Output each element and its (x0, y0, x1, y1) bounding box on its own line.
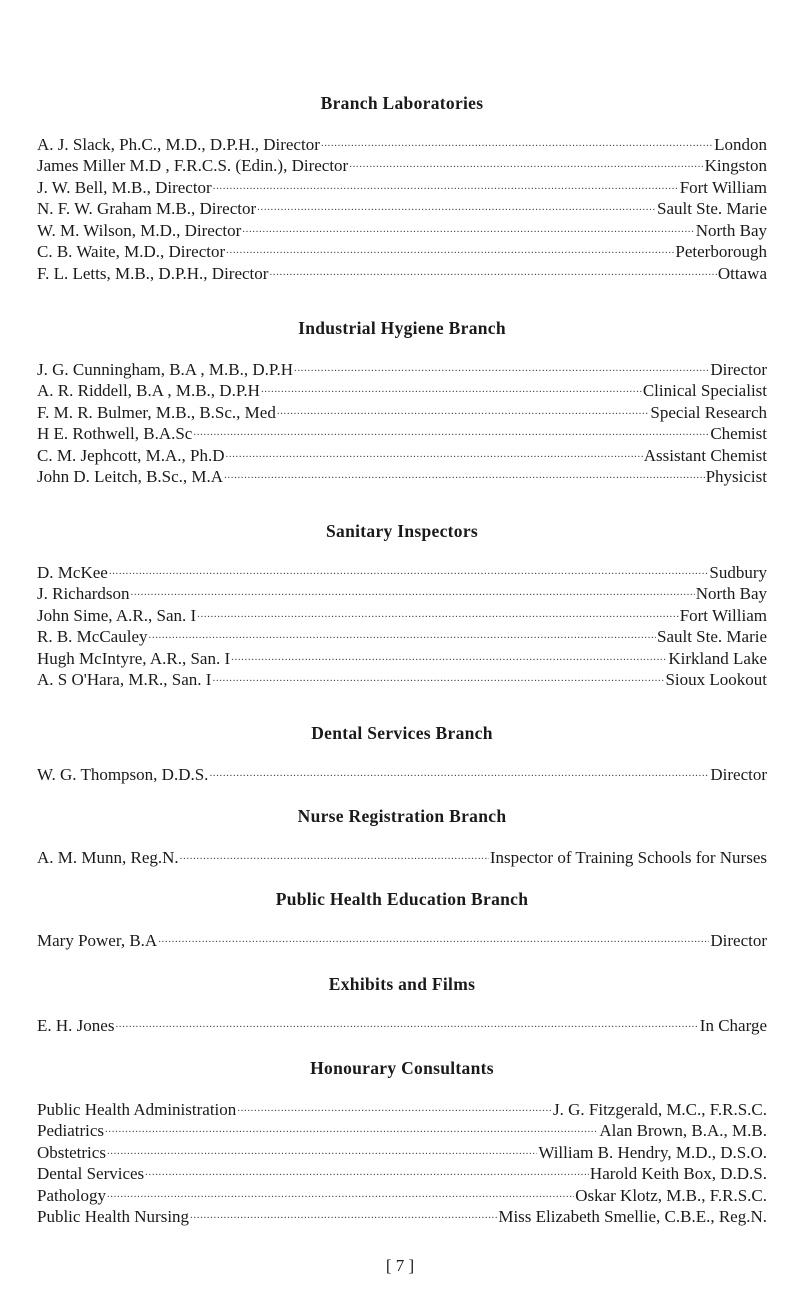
dot-leader (349, 150, 703, 172)
entry-name: C. B. Waite, M.D., Director (37, 242, 226, 261)
section-industrial-hygiene (37, 317, 767, 486)
dot-leader (257, 193, 656, 215)
section-sanitary-inspectors (37, 520, 767, 689)
entry-name: Hugh McIntyre, A.R., San. I (37, 648, 231, 668)
dot-leader (190, 1201, 497, 1223)
section-heading: Nurse Registration Branch (297, 806, 507, 826)
entry-value: Ottawa (717, 263, 767, 283)
entry-value: Sioux Lookout (665, 670, 767, 689)
entry-value: Peterborough (675, 242, 767, 261)
entry-name: W. M. Wilson, M.D., Director (37, 220, 242, 240)
dot-leader (145, 1158, 589, 1180)
entry-name: F. L. Letts, M.B., D.P.H., Director (37, 263, 269, 283)
section-honourary-consultants (37, 1057, 767, 1226)
list-item (37, 758, 767, 784)
entry-value: Kingston (704, 156, 767, 175)
dot-leader (237, 1093, 552, 1115)
list-item (37, 599, 767, 625)
dot-leader (213, 171, 679, 193)
section-heading: Dental Services Branch (311, 723, 493, 743)
section-exhibits-and-films (37, 973, 767, 1035)
section-heading: Branch Laboratories (320, 93, 484, 113)
entry-name: N. F. W. Graham M.B., Director (37, 199, 257, 218)
entry-value: Sault Ste. Marie (656, 627, 767, 646)
entry-name: A. J. Slack, Ph.C., M.D., D.P.H., Director (37, 134, 320, 154)
dot-leader (197, 599, 679, 621)
page-number: [ 7 ] (385, 1256, 415, 1275)
entry-value: William B. Hendry, M.D., D.S.O. (538, 1142, 767, 1162)
entry-value: Fort William (679, 177, 767, 197)
entry-value: Kirkland Lake (668, 648, 767, 668)
entry-name: R. B. McCauley (37, 627, 148, 646)
dot-leader (107, 1136, 537, 1158)
entry-name: Pathology (37, 1185, 106, 1205)
dot-leader (109, 556, 709, 578)
dot-leader (149, 621, 656, 643)
dot-leader (193, 418, 709, 440)
list-item (37, 578, 767, 603)
entry-name: J. W. Bell, M.B., Director (37, 177, 212, 197)
entry-value: Clinical Specialist (642, 381, 767, 400)
dot-leader (269, 257, 716, 279)
section-heading: Exhibits and Films (328, 974, 476, 994)
list-item (37, 128, 767, 154)
entry-value: Director (710, 764, 767, 784)
section-heading: Sanitary Inspectors (325, 521, 479, 541)
entry-name: C. M. Jephcott, M.A., Ph.D (37, 445, 225, 465)
section-branch-laboratories (37, 92, 767, 283)
dot-leader (180, 841, 489, 863)
entry-name: John D. Leitch, B.Sc., M.A (37, 467, 224, 486)
entry-name: Public Health Administration (37, 1099, 237, 1119)
dot-leader (231, 642, 667, 664)
entry-name: F. M. R. Bulmer, M.B., B.Sc., Med (37, 402, 276, 422)
entry-value: Oskar Klotz, M.B., F.R.S.C. (575, 1185, 767, 1205)
entry-name: A. S O'Hara, M.R., San. I (37, 670, 212, 689)
entry-name: W. G. Thompson, D.D.S. (37, 764, 209, 784)
entry-value: Fort William (679, 605, 767, 625)
list-item (37, 924, 767, 950)
list-item (37, 1093, 767, 1119)
entry-value: Special Research (650, 402, 767, 422)
entry-value: Assistant Chemist (643, 445, 767, 465)
section-nurse-registration (37, 805, 767, 867)
entry-name: Public Health Nursing (37, 1207, 190, 1226)
section-dental-services (37, 722, 767, 784)
entry-name: Mary Power, B.A (37, 930, 158, 950)
entry-value: Sudbury (709, 562, 767, 582)
dot-leader (226, 236, 674, 258)
dot-leader (209, 758, 709, 780)
dot-leader (261, 375, 642, 397)
dot-leader (225, 439, 642, 461)
entry-value: J. G. Fitzgerald, M.C., F.R.S.C. (553, 1099, 767, 1119)
dot-leader (115, 1009, 698, 1031)
entry-name: E. H. Jones (37, 1015, 115, 1035)
dot-leader (277, 396, 650, 418)
entry-name: D. McKee (37, 562, 108, 582)
entry-name: Dental Services (37, 1164, 145, 1183)
entry-name: J. G. Cunningham, B.A , M.B., D.P.H (37, 359, 293, 379)
entry-name: A. R. Riddell, B.A , M.B., D.P.H (37, 381, 260, 400)
dot-leader (321, 128, 713, 150)
entry-value: Sault Ste. Marie (656, 199, 767, 218)
dot-leader (158, 924, 709, 946)
list-item (37, 353, 767, 379)
dot-leader (224, 461, 705, 483)
dot-leader (242, 214, 694, 236)
entry-value: Inspector of Training Schools for Nurses (489, 847, 767, 867)
entry-name: Pediatrics (37, 1121, 105, 1140)
entry-name: James Miller M.D , F.R.C.S. (Edin.), Director (37, 156, 349, 175)
entry-value: Chemist (710, 424, 767, 443)
entry-value: Director (710, 359, 767, 379)
dot-leader (107, 1179, 574, 1201)
entry-value: London (714, 134, 767, 154)
entry-value: In Charge (699, 1015, 767, 1035)
dot-leader (131, 578, 695, 600)
section-heading: Public Health Education Branch (275, 889, 529, 909)
entry-value: Physicist (705, 467, 767, 486)
section-heading: Honourary Consultants (310, 1058, 494, 1078)
entry-name: A. M. Munn, Reg.N. (37, 847, 179, 867)
entry-name: John Sime, A.R., San. I (37, 605, 197, 625)
entry-value: Harold Keith Box, D.D.S. (589, 1164, 767, 1183)
list-item (37, 1009, 767, 1035)
entry-name: J. Richardson (37, 584, 130, 603)
entry-name: Obstetrics (37, 1142, 106, 1162)
entry-value: Director (710, 930, 767, 950)
list-item (37, 556, 767, 582)
entry-name: H E. Rothwell, B.A.Sc (37, 424, 193, 443)
entry-value: North Bay (695, 220, 767, 240)
entry-value: North Bay (695, 584, 767, 603)
list-item (37, 841, 767, 867)
dot-leader (105, 1115, 598, 1137)
dot-leader (212, 664, 664, 686)
section-heading: Industrial Hygiene Branch (298, 318, 506, 338)
dot-leader (294, 353, 709, 375)
entry-value: Alan Brown, B.A., M.B. (599, 1121, 767, 1140)
section-public-health-education (37, 888, 767, 950)
entry-value: Miss Elizabeth Smellie, C.B.E., Reg.N. (498, 1207, 767, 1226)
